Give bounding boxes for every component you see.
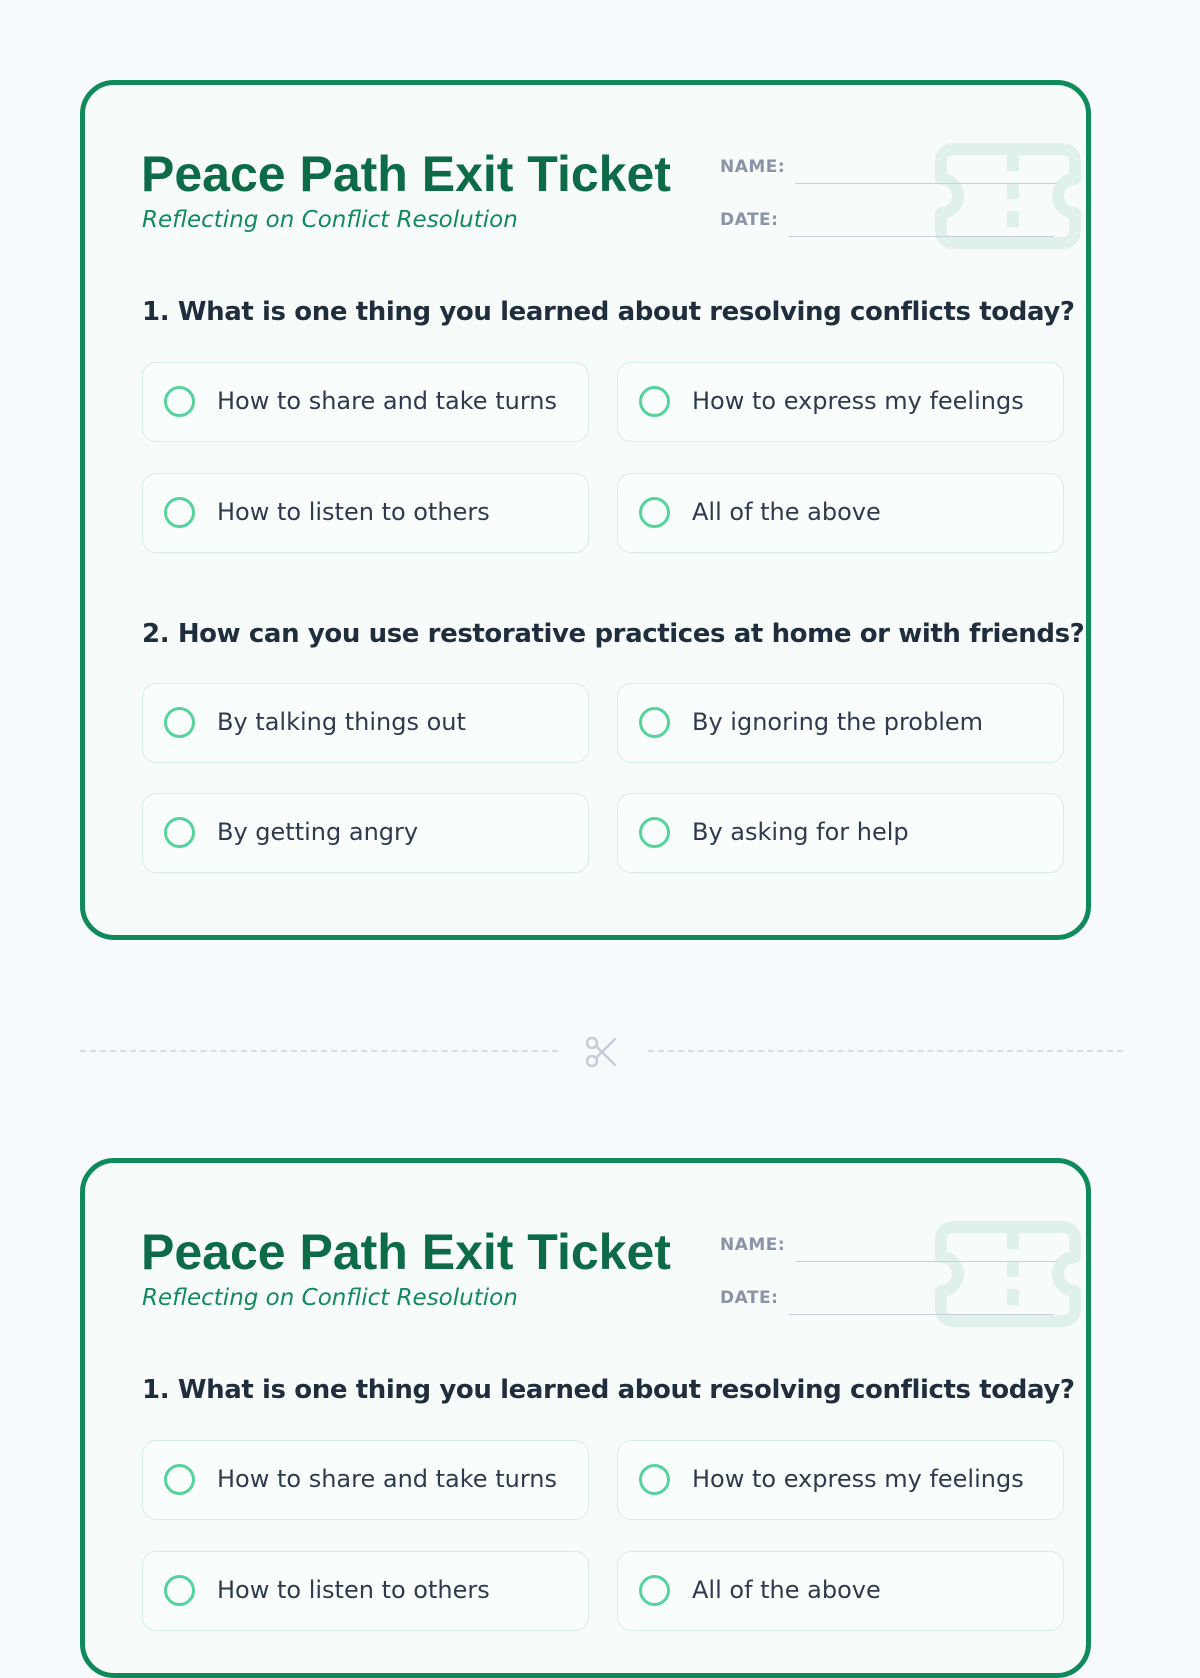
- q1-option-3[interactable]: [142, 473, 589, 553]
- radio-button[interactable]: [639, 386, 670, 417]
- q1-option-3[interactable]: [142, 1551, 589, 1631]
- name-field[interactable]: [795, 1261, 1057, 1262]
- option-label: How to listen to others: [217, 1576, 490, 1604]
- option-label: How to share and take turns: [217, 1465, 557, 1493]
- q2-option-2[interactable]: [617, 683, 1064, 763]
- option-label: How to express my feelings: [692, 387, 1024, 415]
- date-field[interactable]: [789, 1314, 1054, 1315]
- question-2: 2. How can you use restorative practices at home or with friends?: [142, 619, 1085, 649]
- option-label: By talking things out: [217, 708, 466, 736]
- option-label: How to express my feelings: [692, 1465, 1024, 1493]
- name-label: NAME:: [720, 157, 786, 177]
- option-label: How to share and take turns: [217, 387, 557, 415]
- radio-button[interactable]: [164, 386, 195, 417]
- ticket-icon: [933, 141, 1083, 251]
- q1-option-4[interactable]: [617, 473, 1064, 553]
- option-label: By ignoring the problem: [692, 708, 984, 736]
- radio-button[interactable]: [164, 817, 195, 848]
- question-1: 1. What is one thing you learned about resolving conflicts today?: [142, 1375, 1075, 1405]
- ticket-title: Peace Path Exit Ticket: [141, 1224, 671, 1280]
- q1-option-4[interactable]: [617, 1551, 1064, 1631]
- option-label: By getting angry: [217, 818, 419, 846]
- radio-button[interactable]: [639, 1464, 670, 1495]
- cut-line-left: [80, 1050, 558, 1052]
- scissors-icon: [583, 1034, 619, 1070]
- q2-option-3[interactable]: [142, 793, 589, 873]
- q2-option-1[interactable]: [142, 683, 589, 763]
- q1-option-2[interactable]: [617, 1440, 1064, 1520]
- ticket-icon: [933, 1219, 1083, 1329]
- q1-option-2[interactable]: [617, 362, 1064, 442]
- option-label: How to listen to others: [217, 498, 490, 526]
- q2-option-4[interactable]: [617, 793, 1064, 873]
- date-label: DATE:: [720, 1288, 779, 1308]
- name-field[interactable]: [795, 183, 1057, 184]
- option-label: All of the above: [692, 498, 881, 526]
- radio-button[interactable]: [164, 707, 195, 738]
- option-label: By asking for help: [692, 818, 909, 846]
- option-label: All of the above: [692, 1576, 881, 1604]
- q1-option-1[interactable]: [142, 1440, 589, 1520]
- radio-button[interactable]: [639, 1575, 670, 1606]
- radio-button[interactable]: [639, 707, 670, 738]
- exit-ticket-1: [80, 80, 1091, 940]
- name-label: NAME:: [720, 1235, 786, 1255]
- radio-button[interactable]: [164, 1464, 195, 1495]
- radio-button[interactable]: [164, 1575, 195, 1606]
- radio-button[interactable]: [639, 817, 670, 848]
- cut-line-right: [648, 1050, 1123, 1052]
- ticket-title: Peace Path Exit Ticket: [141, 146, 671, 202]
- exit-ticket-2: [80, 1158, 1091, 1678]
- ticket-subtitle: Reflecting on Conflict Resolution: [142, 1285, 518, 1311]
- ticket-subtitle: Reflecting on Conflict Resolution: [142, 207, 518, 233]
- radio-button[interactable]: [639, 497, 670, 528]
- radio-button[interactable]: [164, 497, 195, 528]
- q1-option-1[interactable]: [142, 362, 589, 442]
- date-field[interactable]: [789, 236, 1054, 237]
- date-label: DATE:: [720, 210, 779, 230]
- question-1: 1. What is one thing you learned about resolving conflicts today?: [142, 297, 1075, 327]
